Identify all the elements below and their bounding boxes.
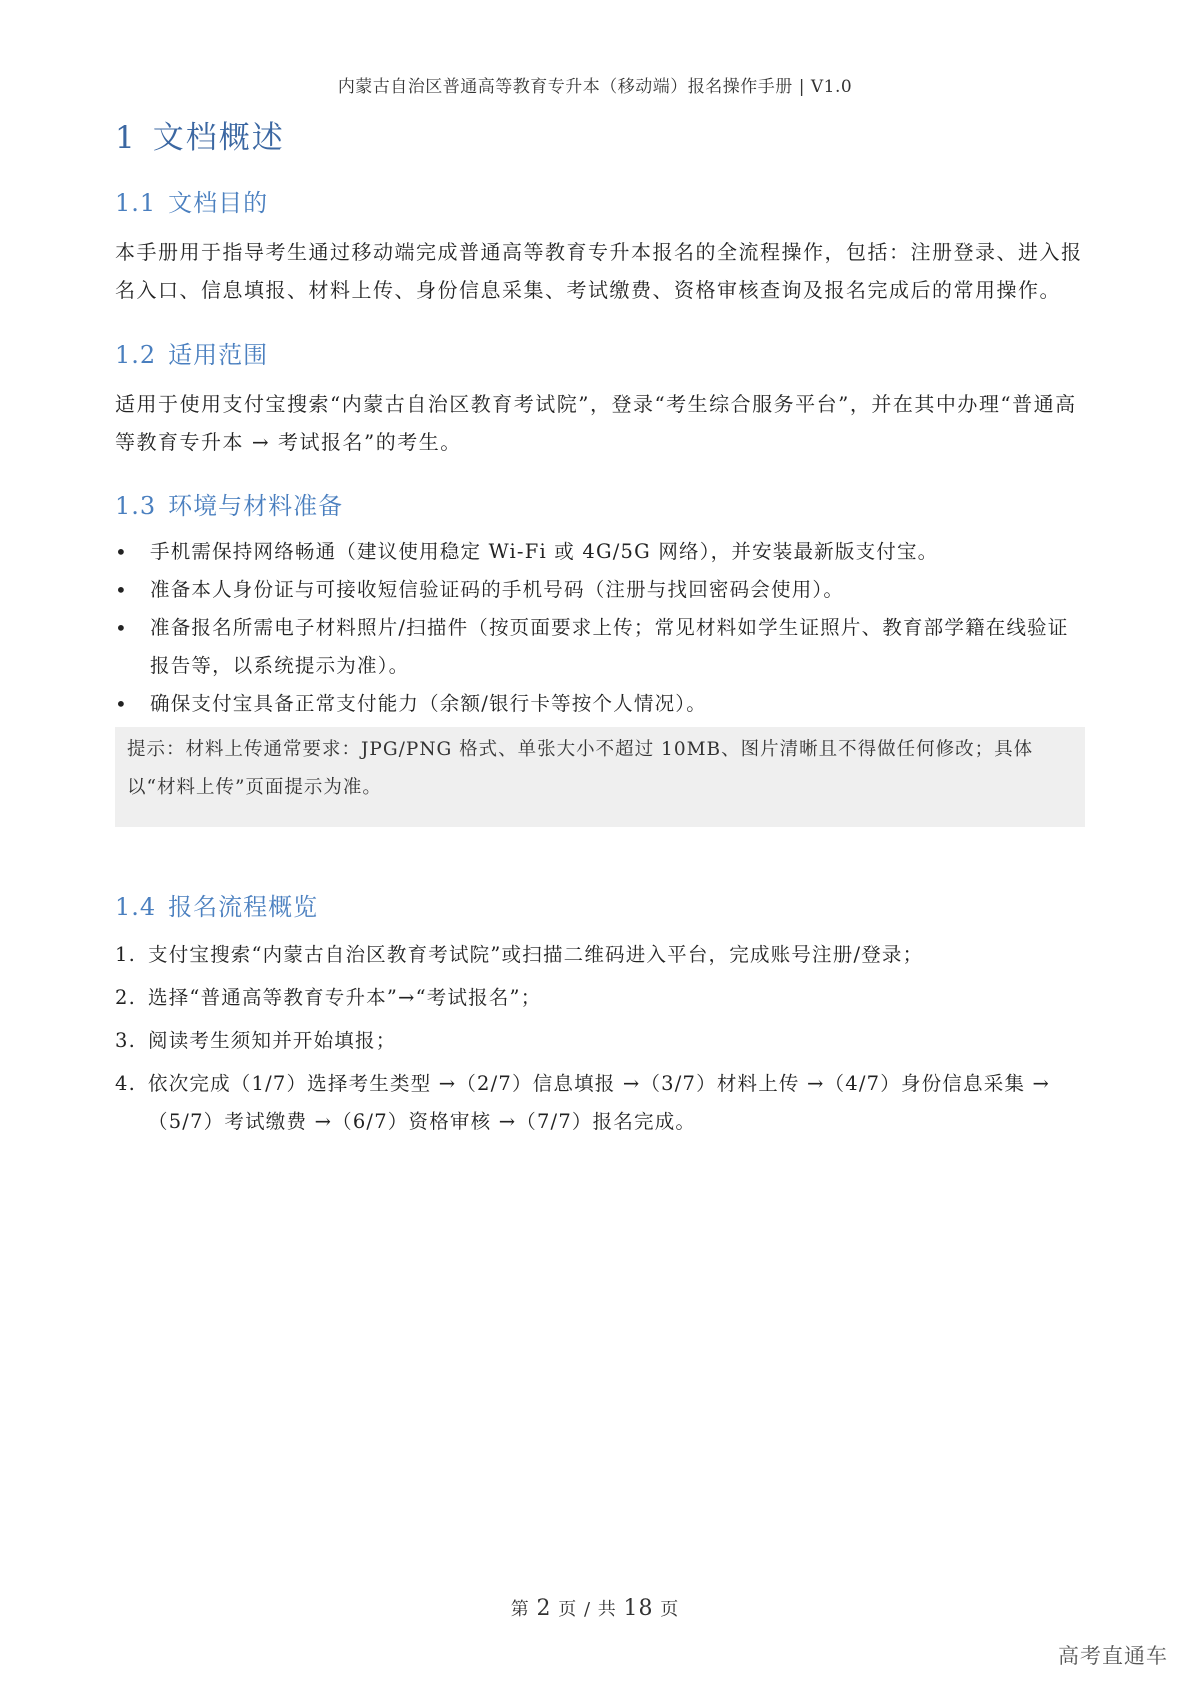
list-item-text: 准备报名所需电子材料照片/扫描件（按页面要求上传；常见材料如学生证照片、教育部学籍在线验证报告等，以系统提示为准）。 bbox=[150, 616, 1069, 677]
process-steps-list bbox=[115, 936, 1085, 1141]
footer-prefix: 第 bbox=[510, 1599, 530, 1620]
step-text: 依次完成（1/7）选择考生类型 →（2/7）信息填报 →（3/7）材料上传 →（4/7）身份信息采集 →（5/7）考试缴费 →（6/7）资格审核 →（7/7）报名完成。 bbox=[148, 1072, 1051, 1133]
list-item bbox=[115, 609, 1085, 685]
document-body bbox=[115, 112, 1085, 1146]
step-number: 1. bbox=[115, 943, 137, 966]
section-heading-1-1 bbox=[115, 183, 1085, 218]
total-page-number: 18 bbox=[623, 1596, 654, 1621]
section-paragraph-1-2: 适用于使用支付宝搜索“内蒙古自治区教育考试院”，登录“考生综合服务平台”，并在其中办理“普通高等教育专升本 → 考试报名”的考生。 bbox=[115, 392, 1077, 454]
section-heading-1-3 bbox=[115, 486, 1085, 521]
footer-suffix: 页 bbox=[660, 1599, 680, 1620]
bullet-icon: • bbox=[115, 540, 128, 564]
section-title: 文档目的 bbox=[168, 189, 269, 217]
section-number: 1.4 bbox=[115, 893, 157, 921]
list-item bbox=[115, 1065, 1085, 1141]
section-title: 环境与材料准备 bbox=[168, 492, 344, 520]
bullet-icon: • bbox=[115, 692, 128, 716]
list-item bbox=[115, 571, 1085, 609]
watermark: 高考直通车 bbox=[1058, 1644, 1168, 1668]
section-heading-1-4 bbox=[115, 887, 1085, 922]
chapter-title: 文档概述 bbox=[152, 120, 285, 156]
page-header: 内蒙古自治区普通高等教育专升本（移动端）报名操作手册 | V1.0 bbox=[337, 77, 853, 97]
list-item-text: 确保支付宝具备正常支付能力（余额/银行卡等按个人情况）。 bbox=[150, 692, 707, 715]
footer-middle: 页 / 共 bbox=[558, 1599, 617, 1620]
step-number: 2. bbox=[115, 986, 137, 1009]
page-footer bbox=[0, 1595, 1190, 1621]
section-title: 报名流程概览 bbox=[168, 893, 319, 921]
step-number: 4. bbox=[115, 1072, 137, 1095]
step-text: 支付宝搜索“内蒙古自治区教育考试院”或扫描二维码进入平台，完成账号注册/登录； bbox=[148, 943, 924, 966]
list-item bbox=[115, 979, 1085, 1017]
step-text: 选择“普通高等教育专升本”→“考试报名”； bbox=[148, 986, 542, 1009]
list-item bbox=[115, 936, 1085, 974]
list-item bbox=[115, 1022, 1085, 1060]
section-paragraph-1-1: 本手册用于指导考生通过移动端完成普通高等教育专升本报名的全流程操作，包括：注册登录、进入报名入口、信息填报、材料上传、身份信息采集、考试缴费、资格审核查询及报名完成后的常用操作。 bbox=[115, 240, 1083, 302]
bullet-icon: • bbox=[115, 578, 128, 602]
section-heading-1-2 bbox=[115, 335, 1085, 370]
section-number: 1.2 bbox=[115, 341, 157, 369]
requirements-list bbox=[115, 533, 1085, 723]
list-item bbox=[115, 533, 1085, 571]
step-text: 阅读考生须知并开始填报； bbox=[148, 1029, 397, 1052]
list-item-text: 手机需保持网络畅通（建议使用稳定 Wi-Fi 或 4G/5G 网络），并安装最新版支付宝。 bbox=[150, 540, 939, 563]
tip-box: 提示：材料上传通常要求：JPG/PNG 格式、单张大小不超过 10MB、图片清晰且不得做任何修改；具体以“材料上传”页面提示为准。 bbox=[115, 727, 1085, 827]
section-number: 1.3 bbox=[115, 492, 157, 520]
chapter-number: 1 bbox=[115, 120, 137, 156]
step-number: 3. bbox=[115, 1029, 137, 1052]
section-number: 1.1 bbox=[115, 189, 157, 217]
list-item bbox=[115, 685, 1085, 723]
current-page-number: 2 bbox=[536, 1596, 552, 1621]
list-item-text: 准备本人身份证与可接收短信验证码的手机号码（注册与找回密码会使用）。 bbox=[150, 578, 845, 601]
chapter-heading bbox=[115, 112, 1085, 157]
bullet-icon: • bbox=[115, 616, 128, 640]
section-title: 适用范围 bbox=[168, 341, 269, 369]
